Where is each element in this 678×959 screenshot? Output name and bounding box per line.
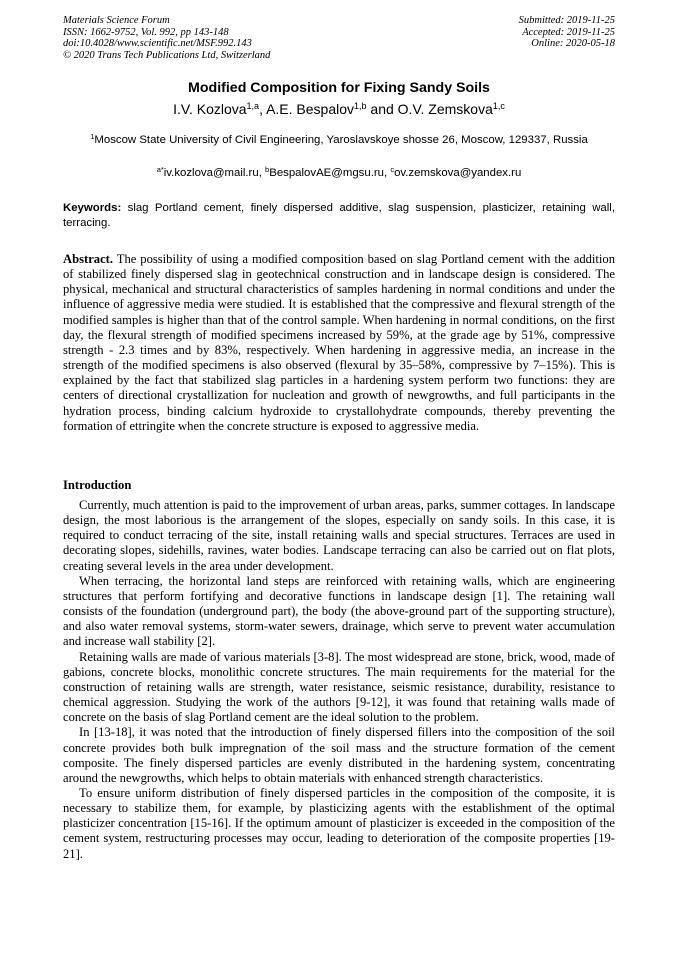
author-affiliation-mark: 1,a: [246, 101, 260, 111]
author-affiliation-mark: 1,b: [354, 101, 367, 111]
email-address[interactable]: iv.kozlova@mail.ru: [163, 167, 259, 179]
email-address[interactable]: BespalovAE@mgsu.ru: [269, 167, 384, 179]
body-paragraph: In [13-18], it was noted that the introduction of finely dispersed fillers into the composition of the soil concrete provides both bulk impregnation of the soil mass and the structure formation of the cement composite. The finely dispersed particles are evenly distributed in the hardening system, concentrating around the newgrowths, which helps to obtain materials with enhanced strength characteristics.: [63, 725, 615, 785]
submission-dates: [519, 15, 615, 50]
body-paragraph: Currently, much attention is paid to the improvement of urban areas, parks, summer cottages. In landscape design, the most laborious is the arrangement of the slopes, especially on sandy soils. In this case, it is required to conduct terracing of the site, install retaining walls and special structures. Terraces are used in decorating slopes, sidehills, ravines, water bodies. Landscape terracing can also be carried out on flat plots, creating several levels in the area under development.: [63, 498, 616, 573]
body-paragraph: Retaining walls are made of various materials [3-8]. The most widespread are stone, brick, wood, made of gabions, concrete blocks, monolithic concrete structures. The main requirements for the material for the construction of retaining walls are strength, water resistance, seismic resistance, durability, resistance to chemical aggression. Studying the work of the authors [9-12], it was found that retaining walls made of concrete on the basis of slag Portland cement are the ideal solution to the problem.: [63, 649, 615, 725]
online-date: Online: 2020-05-18: [531, 38, 615, 50]
issn-line: ISSN: 1662-9752, Vol. 992, pp 143-148: [63, 26, 229, 38]
abstract-text: The possibility of using a modified composition based on slag Portland cement with the addition of stabilized finely dispersed slag in geotechnical construction and in landscape design is considered. The physical, mechanical and structural characteristics of samples hardening in normal conditions and under the influence of aggressive media were studied. It is established that the compressive and flexural strength of the modified samples is higher than that of the control sample. When hardening in normal conditions, on the first day, the flexural strength of modified specimens increased by 59%, at the grade age by 51%, compressive strength - 2.3 times and by 83%, respectively. When hardening in aggressive media, an increase in the strength of the modified specimens is also observed (flexural by 35–58%, compressive by 7–15%). This is explained by the fact that stabilized slag particles in a hardening system perform two functions: they are centers of directional crystallization for nucleation and growth of newgrowths, and full participants in the hydration process, binding calcium hydroxide to crystallohydrate compounds, thereby preventing the formation of ettringite when the concrete structure is exposed to aggressive media.: [63, 252, 615, 433]
copyright-line: © 2020 Trans Tech Publications Ltd, Switzerland: [63, 49, 271, 61]
author-name: I.V. Kozlova: [173, 101, 247, 117]
accepted-date: Accepted: 2019-11-25: [522, 26, 615, 38]
affiliation-mark: 1: [90, 132, 95, 141]
journal-name: Materials Science Forum: [63, 15, 170, 26]
abstract: [63, 252, 615, 434]
keywords-label: Keywords:: [63, 202, 122, 214]
author-name: O.V. Zemskova: [397, 101, 493, 117]
introduction-body: [63, 498, 615, 862]
paper-title: Modified Composition for Fixing Sandy Soils: [188, 80, 490, 96]
author-affiliation-mark: 1,c: [492, 101, 505, 111]
author-list: [63, 101, 615, 117]
submitted-date: Submitted: 2019-11-25: [518, 15, 615, 26]
affiliation-text: Moscow State University of Civil Engineering, Yaroslavskoye shosse 26, Moscow, 129337, Russia: [94, 134, 588, 146]
section-heading: Introduction: [63, 478, 132, 492]
author-conjunction: and: [366, 101, 398, 117]
body-paragraph: When terracing, the horizontal land steps are reinforced with retaining walls, which are engineering structures that perform fortifying and decorative functions in landscape design [1]. The retaining wall consists of the foundation (underground part), the body (the above-ground part of the supporting structure), and also water removal systems, storm-water sewers, drainage, which serve to prevent water accumulation and increase wall stability [2].: [63, 573, 615, 649]
doi-line: doi:10.4028/www.scientific.net/MSF.992.143: [63, 38, 252, 50]
email-address[interactable]: ov.zemskova@yandex.ru: [394, 167, 522, 179]
email-list: $^{a*}$iv.kozlova@mail.ru, $^b$BespalovAE@mgsu.ru, $^c$ov.zemskova@yandex.ru: [156, 165, 522, 179]
abstract-label: Abstract.: [63, 252, 114, 266]
journal-info: [63, 15, 270, 61]
keywords-text: slag Portland cement, finely dispersed additive, slag suspension, plasticizer, retaining wall, terracing.: [63, 202, 615, 229]
email-mark: a*: [156, 165, 164, 174]
email-mark: b: [265, 165, 270, 174]
author-separator: ,: [259, 101, 267, 117]
body-paragraph: To ensure uniform distribution of finely dispersed particles in the composition of the composite, it is necessary to stabilize them, for example, by plasticizing agents with the establishment of the optimal plasticizer concentration [15-16]. If the optimum amount of plasticizer is exceeded in the composition of the cement system, restructuring processes may occur, leading to deterioration of the composite properties [19-21].: [63, 785, 615, 861]
keywords: [63, 201, 615, 231]
email-mark: c: [390, 165, 395, 174]
author-name: A.E. Bespalov: [266, 101, 355, 117]
affiliation: [70, 133, 608, 148]
